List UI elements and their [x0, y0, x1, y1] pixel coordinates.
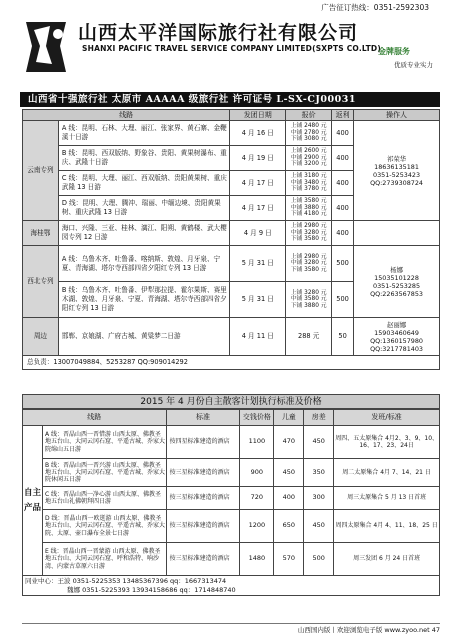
price-cell	[286, 146, 332, 171]
table-row	[23, 487, 440, 510]
header-room: 房差	[304, 410, 334, 426]
header-price: 报价	[286, 110, 332, 121]
hotel-standard: 按三星标准建造的酒店	[166, 510, 240, 543]
operator-qq: QQ:1360157980	[370, 336, 423, 345]
price-cell	[286, 196, 332, 221]
operator-tel: 0351-5253285	[373, 281, 421, 290]
route-text: A 线：昆明、石林、大理、丽江、张家界、黄石寨、金鞭溪十日游	[58, 121, 229, 146]
child-price: 400	[274, 487, 304, 510]
region-self-products: 自主产品	[23, 426, 43, 576]
trade-center-contact	[23, 576, 440, 596]
header-date: 发团日期	[230, 110, 286, 121]
departure-date: 4 月 19 日	[230, 146, 286, 171]
header-rebate: 返利	[332, 110, 354, 121]
table-row	[23, 426, 440, 459]
hotel-standard: 按三星标准建造的酒店	[166, 543, 240, 576]
table-row	[23, 121, 440, 146]
contact-line-2: 魏娜 0351-5225393 13934158686 qq：1714848740	[67, 585, 236, 594]
price-cell	[286, 171, 332, 196]
route-text: A 线：乌鲁木齐、吐鲁番、喀纳斯、敦煌、月牙泉、宁夏、青海湖、塔尔寺西部四省夕阳红专列 13 日游	[58, 246, 229, 282]
header-child: 儿童	[274, 410, 304, 426]
region-xibei: 西北专列	[23, 246, 59, 318]
price-middle: 中铺 3580 元	[290, 296, 327, 303]
region-zhoubian: 周边	[23, 318, 59, 356]
route-text: A 线：晋晶山西一晋惜游 山西太原、佛教圣地五台山、大同云冈石窟、平遥古城、乔家大院绵山五日游	[42, 426, 166, 459]
pacific-logo-icon	[20, 16, 72, 78]
price-cell	[286, 246, 332, 282]
departure-schedule: 周四、五太原集合 4月2、3、9、10、16、17、23、24日	[334, 426, 440, 459]
company-name-en: SHANXI PACIFIC TRAVEL SERVICE COMPANY LIMITED(SXPTS CO.LTD)	[82, 44, 381, 53]
operator-qq: QQ:3217781403	[370, 344, 423, 353]
price-middle: 中铺 3880 元	[290, 204, 327, 211]
departure-date: 5 月 31 日	[230, 282, 286, 318]
price: 1480	[240, 543, 274, 576]
license-banner: 山西省十强旅行社 太原市 AAAAA 级旅行社 许可证号 L-SX-CJ00031	[20, 92, 440, 107]
price-middle: 中铺 3480 元	[290, 179, 327, 186]
operator-name: 祁荣华	[386, 154, 407, 163]
table-row	[23, 459, 440, 487]
route-text: B 线：乌鲁木齐、吐鲁番、伊犁那拉提、霍尔果斯、赛里木湖、敦煌、月牙泉、宁夏、青海湖、塔尔寺西部四省夕阳红专列 13 日游	[58, 282, 229, 318]
room-difference: 450	[304, 510, 334, 543]
price-lower: 下铺 3200 元	[290, 161, 327, 168]
route-text: E 线：晋晶山西一晋蒙游 山西太原、佛教圣地五台山、大同云冈石窟、呼和浩特、响沙湾、内蒙古草原六日游	[42, 543, 166, 576]
rebate: 400	[332, 221, 354, 246]
child-price: 470	[274, 426, 304, 459]
price-upper: 上铺 3280 元	[290, 289, 327, 296]
departure-date: 4 月 9 日	[230, 221, 286, 246]
price-middle: 中铺 3280 元	[290, 260, 327, 267]
room-difference: 500	[304, 543, 334, 576]
departure-schedule: 周三发团 6 月 24 日首班	[334, 543, 440, 576]
slogan-sub: 优质专业实力	[394, 61, 433, 69]
departure-date: 4 月 17 日	[230, 196, 286, 221]
section-title: 2015 年 4 月份自主散客计划执行标准及价格	[22, 394, 440, 409]
hotel-standard: 按四星标准建造的酒店	[166, 426, 240, 459]
table-row	[23, 576, 440, 596]
price-cell	[286, 221, 332, 246]
rebate: 500	[332, 282, 354, 318]
room-difference: 300	[304, 487, 334, 510]
operator-phone: 18636135181	[374, 162, 419, 171]
price-middle: 中铺 2900 元	[290, 154, 327, 161]
header-standard: 标准	[166, 410, 240, 426]
price-lower: 下铺 3080 元	[290, 136, 327, 143]
room-difference: 350	[304, 459, 334, 487]
price-middle: 中铺 3280 元	[290, 229, 327, 236]
region-yunnan: 云南专列	[23, 121, 59, 221]
table-row	[23, 246, 440, 282]
price: 1100	[240, 426, 274, 459]
price: 720	[240, 487, 274, 510]
table-row	[23, 356, 440, 370]
route-text: 海口、兴隆、三亚、桂林、漓江、阳朔、黄鹤楼、武大樱园专列 12 日游	[58, 221, 229, 246]
price-lower: 下铺 4180 元	[290, 211, 327, 218]
price-upper: 上铺 2480 元	[290, 123, 327, 130]
rebate: 400	[332, 146, 354, 171]
header-operator: 操作人	[354, 110, 440, 121]
slogan-badge: 金牌服务	[378, 47, 410, 56]
price: 1200	[240, 510, 274, 543]
child-price: 570	[274, 543, 304, 576]
table-header-row	[23, 410, 440, 426]
operator-qq: QQ:2739308724	[370, 178, 423, 187]
rebate: 400	[332, 196, 354, 221]
route-text: B 线：晋晶山西一晋兴游 山西太原、佛教圣地五台山、大同云冈石窟、平遥古城、乔家大院休闲五日游	[42, 459, 166, 487]
price-cell: 288 元	[286, 318, 332, 356]
operator-qq: QQ:2263567853	[370, 289, 423, 298]
departure-date: 4 月 16 日	[230, 121, 286, 146]
route-price-table	[22, 109, 440, 370]
table-row	[23, 221, 440, 246]
departure-schedule: 周三太原集合 5 月 13 日首班	[334, 487, 440, 510]
rebate: 50	[332, 318, 354, 356]
route-text: D 线：晋晶山西一欧逛游 山西太原、佛教圣地五台山、大同云冈石窟、平遥古城、乔家大院、太原、壶口瀑布全景七日游	[42, 510, 166, 543]
operator-yunnan	[354, 121, 440, 221]
ad-hotline: 广告征订热线：0351-2592303	[321, 3, 429, 12]
table-row	[23, 318, 440, 356]
header-price: 交钱价格	[240, 410, 274, 426]
price-lower: 下铺 3580 元	[290, 266, 327, 273]
table-row	[23, 510, 440, 543]
price-middle: 中铺 2780 元	[290, 129, 327, 136]
table-row	[23, 543, 440, 576]
route-text: B 线：昆明、西双版纳、野象谷、贵阳、黄果树瀑布、重庆、武隆十日游	[58, 146, 229, 171]
region-hainan: 海桂鄂	[23, 221, 59, 246]
departure-date: 5 月 31 日	[230, 246, 286, 282]
company-header	[20, 12, 440, 84]
operator-name: 赵丽娜	[386, 320, 407, 329]
rebate: 400	[332, 121, 354, 146]
route-text: C 线：昆明、大理、丽江、西双版纳、贵阳黄果树、重庆武隆 13 日游	[58, 171, 229, 196]
price-lower: 下铺 3880 元	[290, 302, 327, 309]
contact-line-1: 同业中心：王波 0351-5225353 13485367396 qq：1667313474	[25, 576, 227, 585]
route-text: 邯郸、京娘湖、广府古城、黄粱梦二日游	[58, 318, 229, 356]
operator-empty	[354, 221, 440, 246]
price: 900	[240, 459, 274, 487]
header-route: 线路	[23, 410, 167, 426]
room-difference: 450	[304, 426, 334, 459]
operator-zhoubian	[354, 318, 440, 356]
price-cell	[286, 282, 332, 318]
operator-name: 杨娜	[390, 265, 403, 274]
departure-schedule: 周四太原集合 4月 4、11、18、25 日	[334, 510, 440, 543]
page-footer: 山西国内版丨欢迎浏览电子版 www.zyoo.net 47	[22, 623, 440, 633]
route-text: C 线：晋晶山西一净心游 山西太原、佛教圣地五台山礼佛朝拜四日游	[42, 487, 166, 510]
operator-xibei	[354, 246, 440, 318]
header-departure: 发班/标准	[334, 410, 440, 426]
price-lower: 下铺 3780 元	[290, 186, 327, 193]
rebate: 400	[332, 171, 354, 196]
price-lower: 下铺 3580 元	[290, 236, 327, 243]
departure-date: 4 月 11 日	[230, 318, 286, 356]
table-header-row	[23, 110, 440, 121]
operator-phone: 15903460649	[374, 328, 419, 337]
scattered-tour-table	[22, 409, 440, 596]
child-price: 650	[274, 510, 304, 543]
hotel-standard: 按三星标准建造的酒店	[166, 487, 240, 510]
departure-schedule: 周二太原集合 4月 7、14、21 日	[334, 459, 440, 487]
operator-tel: 0351-5253423	[373, 170, 421, 179]
child-price: 450	[274, 459, 304, 487]
header-route: 线路	[23, 110, 230, 121]
general-manager-contact: 总负责：13007049884、5253287 QQ:909014292	[23, 356, 440, 370]
price-upper: 上铺 3580 元	[290, 198, 327, 205]
price-upper: 上铺 3180 元	[290, 173, 327, 180]
departure-date: 4 月 17 日	[230, 171, 286, 196]
route-text: D 线：昆明、大理、腾冲、瑞丽、中缅边境、贵阳黄果树、重庆武隆 13 日游	[58, 196, 229, 221]
price-upper: 上铺 2600 元	[290, 148, 327, 155]
hotel-standard: 按三星标准建造的酒店	[166, 459, 240, 487]
price-upper: 上铺 2980 元	[290, 253, 327, 260]
price-cell	[286, 121, 332, 146]
rebate: 500	[332, 246, 354, 282]
company-name-cn: 山西太平洋国际旅行社有限公司	[78, 22, 359, 44]
operator-phone: 15035101228	[374, 273, 419, 282]
price-upper: 上铺 2980 元	[290, 223, 327, 230]
